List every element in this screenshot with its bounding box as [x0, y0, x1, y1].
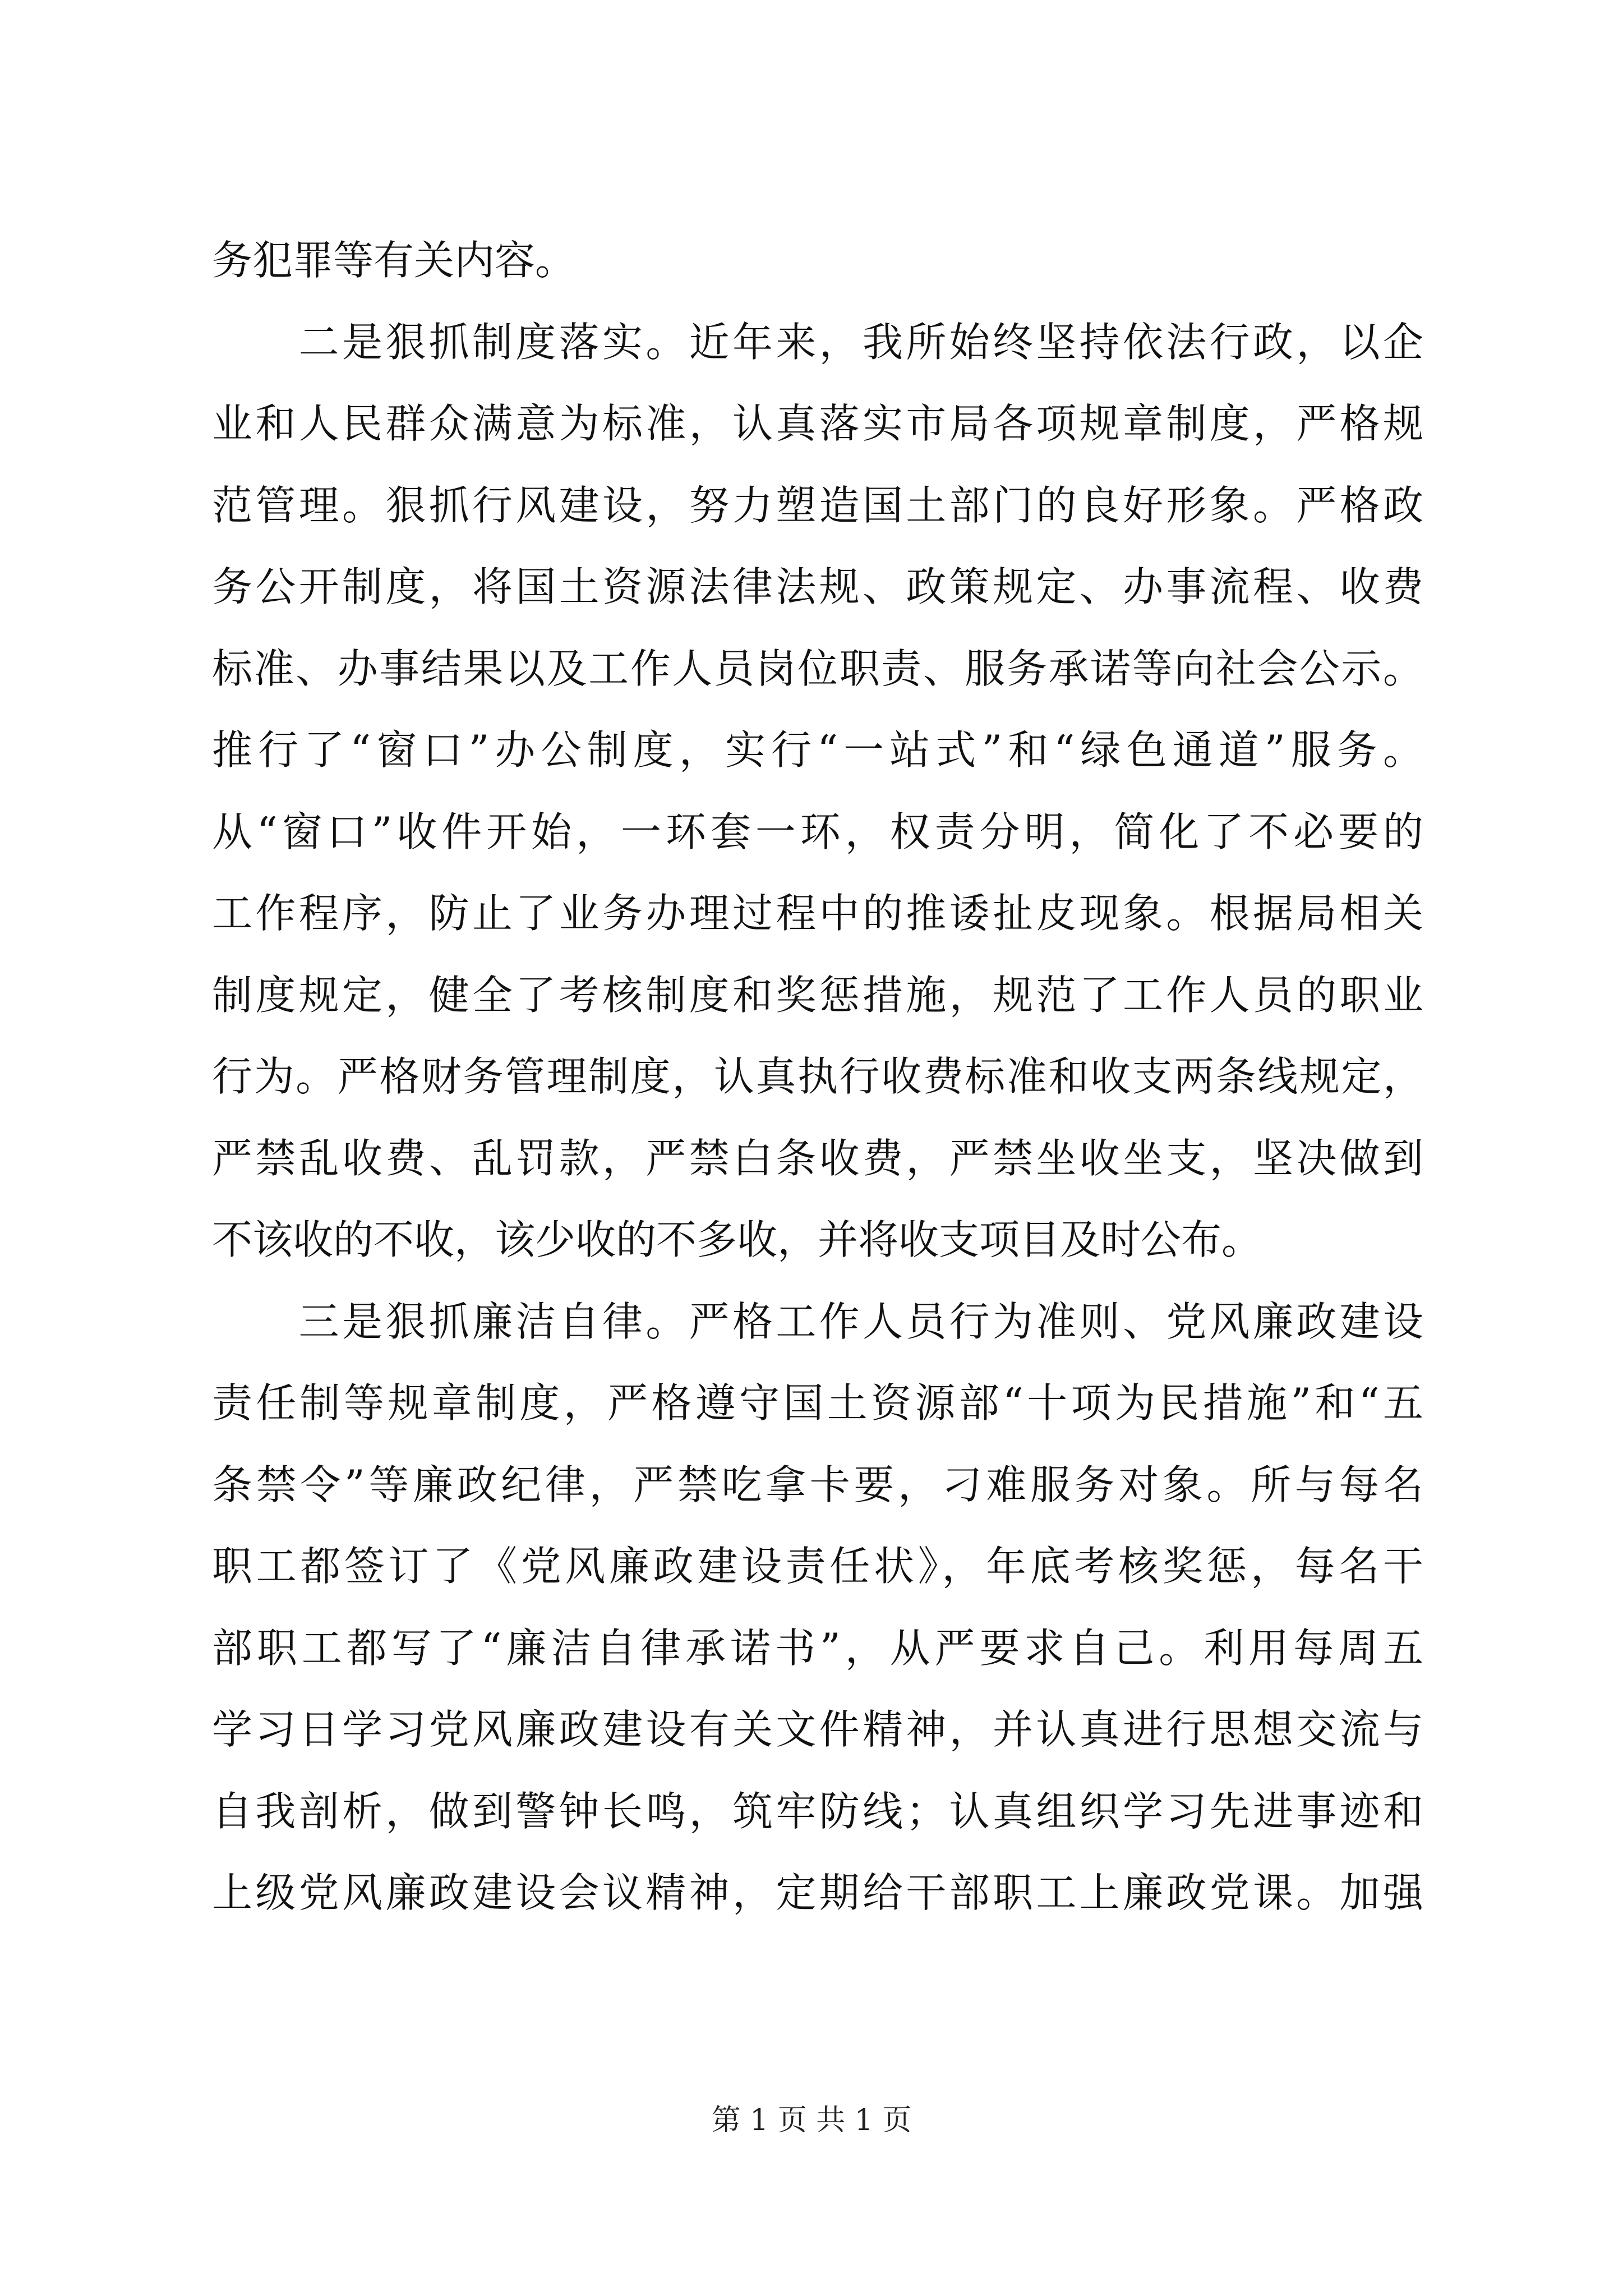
- text-line: 上级党风廉政建设会议精神，定期给干部职工上廉政党课。加强: [212, 1869, 1423, 1916]
- text-line: 范管理。狠抓行风建设，努力塑造国土部门的良好形象。严格政: [212, 481, 1423, 529]
- text-line: 制度规定，健全了考核制度和奖惩措施，规范了工作人员的职业: [212, 971, 1423, 1019]
- text-line: 学习日学习党风廉政建设有关文件精神，并认真进行思想交流与: [212, 1706, 1423, 1753]
- text-line: 职工都签订了《党风廉政建设责任状》，年底考核奖惩，每名干: [212, 1543, 1423, 1590]
- text-line: 务公开制度，将国土资源法律法规、政策规定、办事流程、收费: [212, 563, 1423, 610]
- text-line: 三是狠抓廉洁自律。严格工作人员行为准则、党风廉政建设: [212, 1297, 1423, 1345]
- text-line: 务犯罪等有关内容。: [212, 237, 576, 284]
- text-line: 推行了“窗口”办公制度，实行“一站式”和“绿色通道”服务。: [212, 726, 1423, 774]
- text-line: 行为。严格财务管理制度，认真执行收费标准和收支两条线规定，: [212, 1053, 1423, 1100]
- text-line: 条禁令”等廉政纪律，严禁吃拿卡要，刁难服务对象。所与每名: [212, 1461, 1423, 1508]
- text-line: 不该收的不收，该少收的不多收，并将收支项目及时公布。: [212, 1216, 1262, 1263]
- text-line: 责任制等规章制度，严格遵守国土资源部“十项为民措施”和“五: [212, 1379, 1423, 1427]
- text-line: 部职工都写了“廉洁自律承诺书”，从严要求自己。利用每周五: [212, 1624, 1423, 1672]
- text-line: 严禁乱收费、乱罚款，严禁白条收费，严禁坐收坐支，坚决做到: [212, 1134, 1423, 1182]
- text-line: 工作程序，防止了业务办理过程中的推诿扯皮现象。根据局相关: [212, 890, 1423, 937]
- text-line: 业和人民群众满意为标准，认真落实市局各项规章制度，严格规: [212, 400, 1423, 447]
- text-line: 标准、办事结果以及工作人员岗位职责、服务承诺等向社会公示。: [212, 645, 1423, 692]
- text-line: 二是狠抓制度落实。近年来，我所始终坚持依法行政，以企: [212, 318, 1423, 366]
- body-text: [212, 220, 1423, 1934]
- text-line: 自我剖析，做到警钟长鸣，筑牢防线；认真组织学习先进事迹和: [212, 1787, 1423, 1835]
- page-footer: 第 1 页 共 1 页: [711, 2104, 912, 2137]
- text-line: 从“窗口”收件开始，一环套一环，权责分明，简化了不必要的: [212, 808, 1423, 855]
